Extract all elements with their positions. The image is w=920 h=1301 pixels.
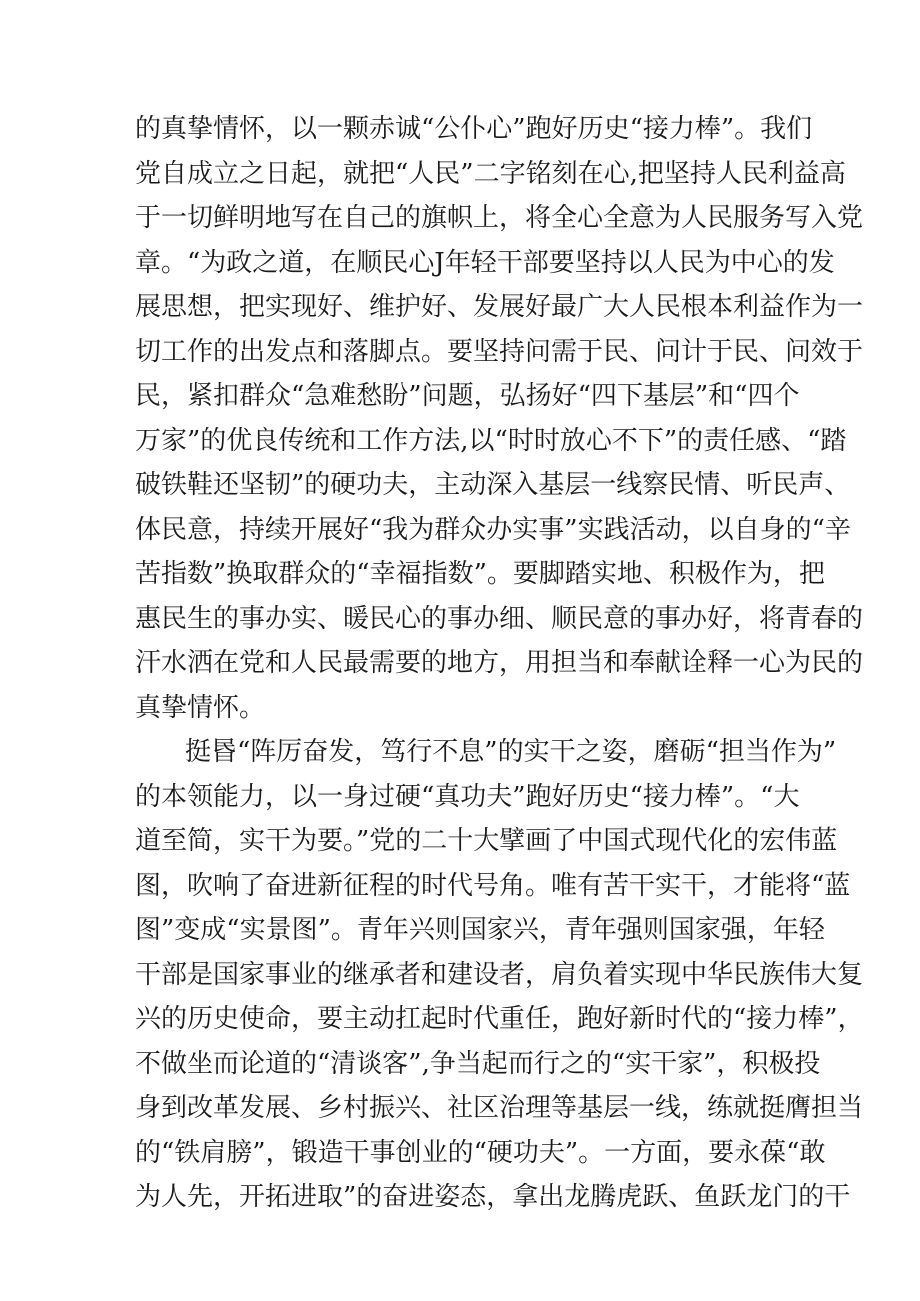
- text-line: 道至简，实干为要。”党的二十大擘画了中国式现代化的宏伟蓝: [135, 826, 838, 856]
- text-line: 图，吹响了奋进新征程的时代号角。唯有苦干实干，才能将“蓝: [135, 870, 851, 901]
- text-line: 于一切鲜明地写在自己的旗帜上，将全心全意为人民服务写入党: [135, 203, 864, 233]
- text-line: 万家”的优良传统和工作方法,以“时时放心不下”的责任感、“踏: [135, 425, 847, 456]
- text-line: 的真挚情怀，以一颗赤诚“公仆心”跑好历史“接力棒”。我们: [135, 114, 813, 144]
- text-line: 不做坐而论道的“清谈客”,争当起而行之的“实干家”，积极投: [135, 1048, 821, 1079]
- text-line: 切工作的出发点和落脚点。要坚持问需于民、问计于民、问效于: [135, 336, 864, 367]
- text-line: 为人先，开拓进取”的奋进姿态，拿出龙腾虎跃、鱼跃龙门的干: [135, 1182, 851, 1212]
- text-line: 汗水洒在党和人民最需要的地方，用担当和奉献诠释一心为民的: [135, 648, 864, 678]
- text-line: 展思想，把实现好、维护好、发展好最广大人民根本利益作为一: [135, 292, 864, 322]
- text-line: 章。“为政之道，在顺民心J年轻干部要坚持以人民为中心的发: [135, 247, 835, 278]
- document-body: [135, 107, 864, 1220]
- text-line: 民，紧扣群众“急难愁盼”问题，弘扬好“四下基层”和“四个: [135, 381, 800, 411]
- text-line: 挺昬“阵厉奋发，笃行不息”的实干之姿，磨砺“担当作为”: [185, 737, 837, 767]
- text-line: 身到改革发展、乡村振兴、社区治理等基层一线，练就挺膺担当: [135, 1093, 864, 1123]
- text-line: 图”变成“实景图”。青年兴则国家兴，青年强则国家强，年轻: [135, 915, 825, 945]
- text-line: 体民意，持续开展好“我为群众办实事”实践活动，以自身的“辛: [135, 514, 851, 545]
- text-line: 破铁鞋还坚韧”的硬功夫，主动深入基层一线察民情、听民声、: [135, 470, 851, 500]
- text-line: 的“铁肩膀”，锻造干事创业的“硬功夫”。一方面，要永葆“敢: [135, 1137, 826, 1168]
- text-line: 真挚情怀。: [135, 692, 266, 723]
- text-line: 的本领能力，以一身过硬“真功夫”跑好历史“接力棒”。“大: [135, 781, 800, 812]
- text-line: 兴的历史使命，要主动扛起时代重任，跑好新时代的“接力棒”，: [135, 1004, 864, 1034]
- text-line: 苦指数”换取群众的“幸福指数”。要脚踏实地、积极作为，把: [135, 559, 825, 589]
- text-line: 惠民生的事办实、暖民心的事办细、顺民意的事办好，将青春的: [135, 603, 864, 634]
- paragraph-2: [135, 730, 864, 1220]
- paragraph-1: [135, 107, 864, 730]
- text-line: 党自成立之日起，就把“人民”二字铭刻在心,把坚持人民利益高: [135, 158, 846, 189]
- text-line: 干部是国家事业的继承者和建设者，肩负着实现中华民族伟大复: [135, 959, 864, 990]
